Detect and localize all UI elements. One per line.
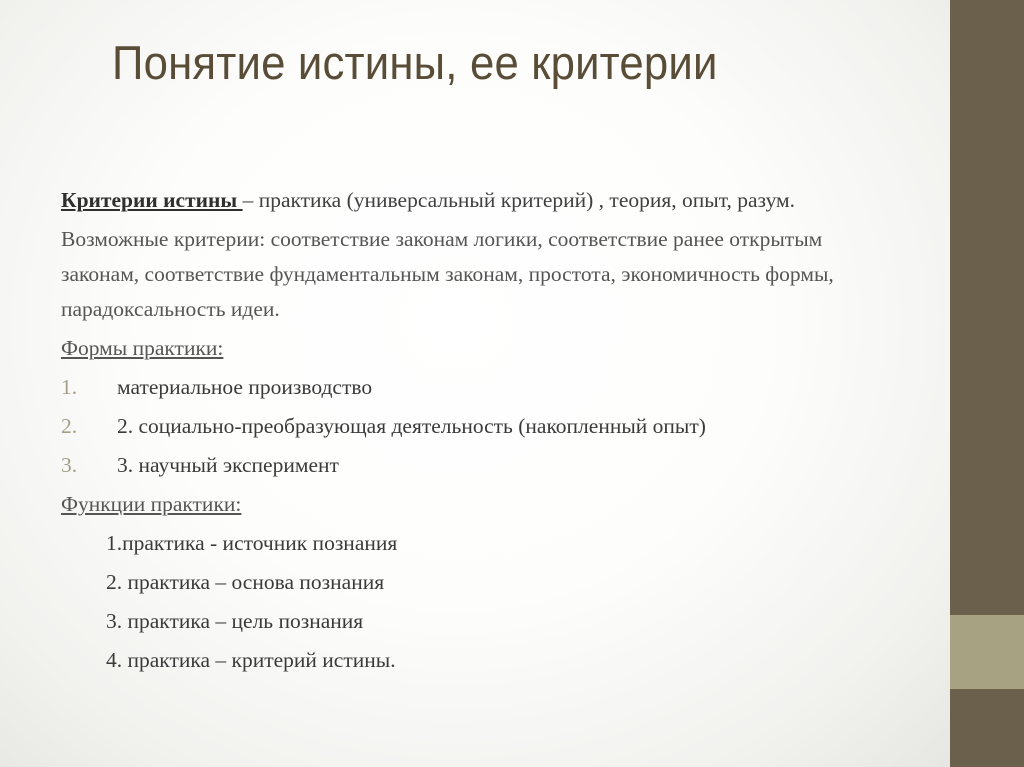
practice-function-item: 1.практика - источник познания: [106, 531, 398, 555]
side-decoration-accent: [950, 615, 1024, 689]
practice-function-item: 3. практика – цель познания: [106, 609, 364, 633]
list-item-text: 3. научный эксперимент: [117, 453, 339, 477]
practice-function-item: 4. практика – критерий истины.: [106, 648, 396, 672]
list-item-text: 2. социально-преобразующая деятельность (накопленный опыт): [117, 414, 706, 438]
criteria-paragraph: [61, 183, 891, 218]
slide-content: [61, 183, 891, 682]
practice-functions-heading: Функции практики:: [61, 492, 242, 516]
criteria-text: – практика (универсальный критерий) , теория, опыт, разум.: [242, 188, 796, 212]
list-number: 2.: [61, 414, 78, 438]
practice-forms-heading: Формы практики:: [61, 336, 224, 360]
practice-function-item: 2. практика – основа познания: [106, 570, 385, 594]
practice-form-item: [61, 409, 891, 444]
criteria-label: Критерии истины: [61, 188, 243, 212]
list-number: 3.: [61, 453, 78, 477]
slide-title: Понятие истины, ее критерии: [112, 36, 718, 89]
possible-criteria-paragraph: Возможные критерии: соответствие законам логики, соответствие ранее открытым законам, соответствие фундаментальным законам, простота, экономичность формы, парадоксальность идеи.: [61, 227, 834, 321]
list-item-text: материальное производство: [117, 375, 373, 399]
practice-form-item: [61, 370, 891, 405]
practice-form-item: [61, 448, 891, 483]
list-number: 1.: [61, 375, 78, 399]
